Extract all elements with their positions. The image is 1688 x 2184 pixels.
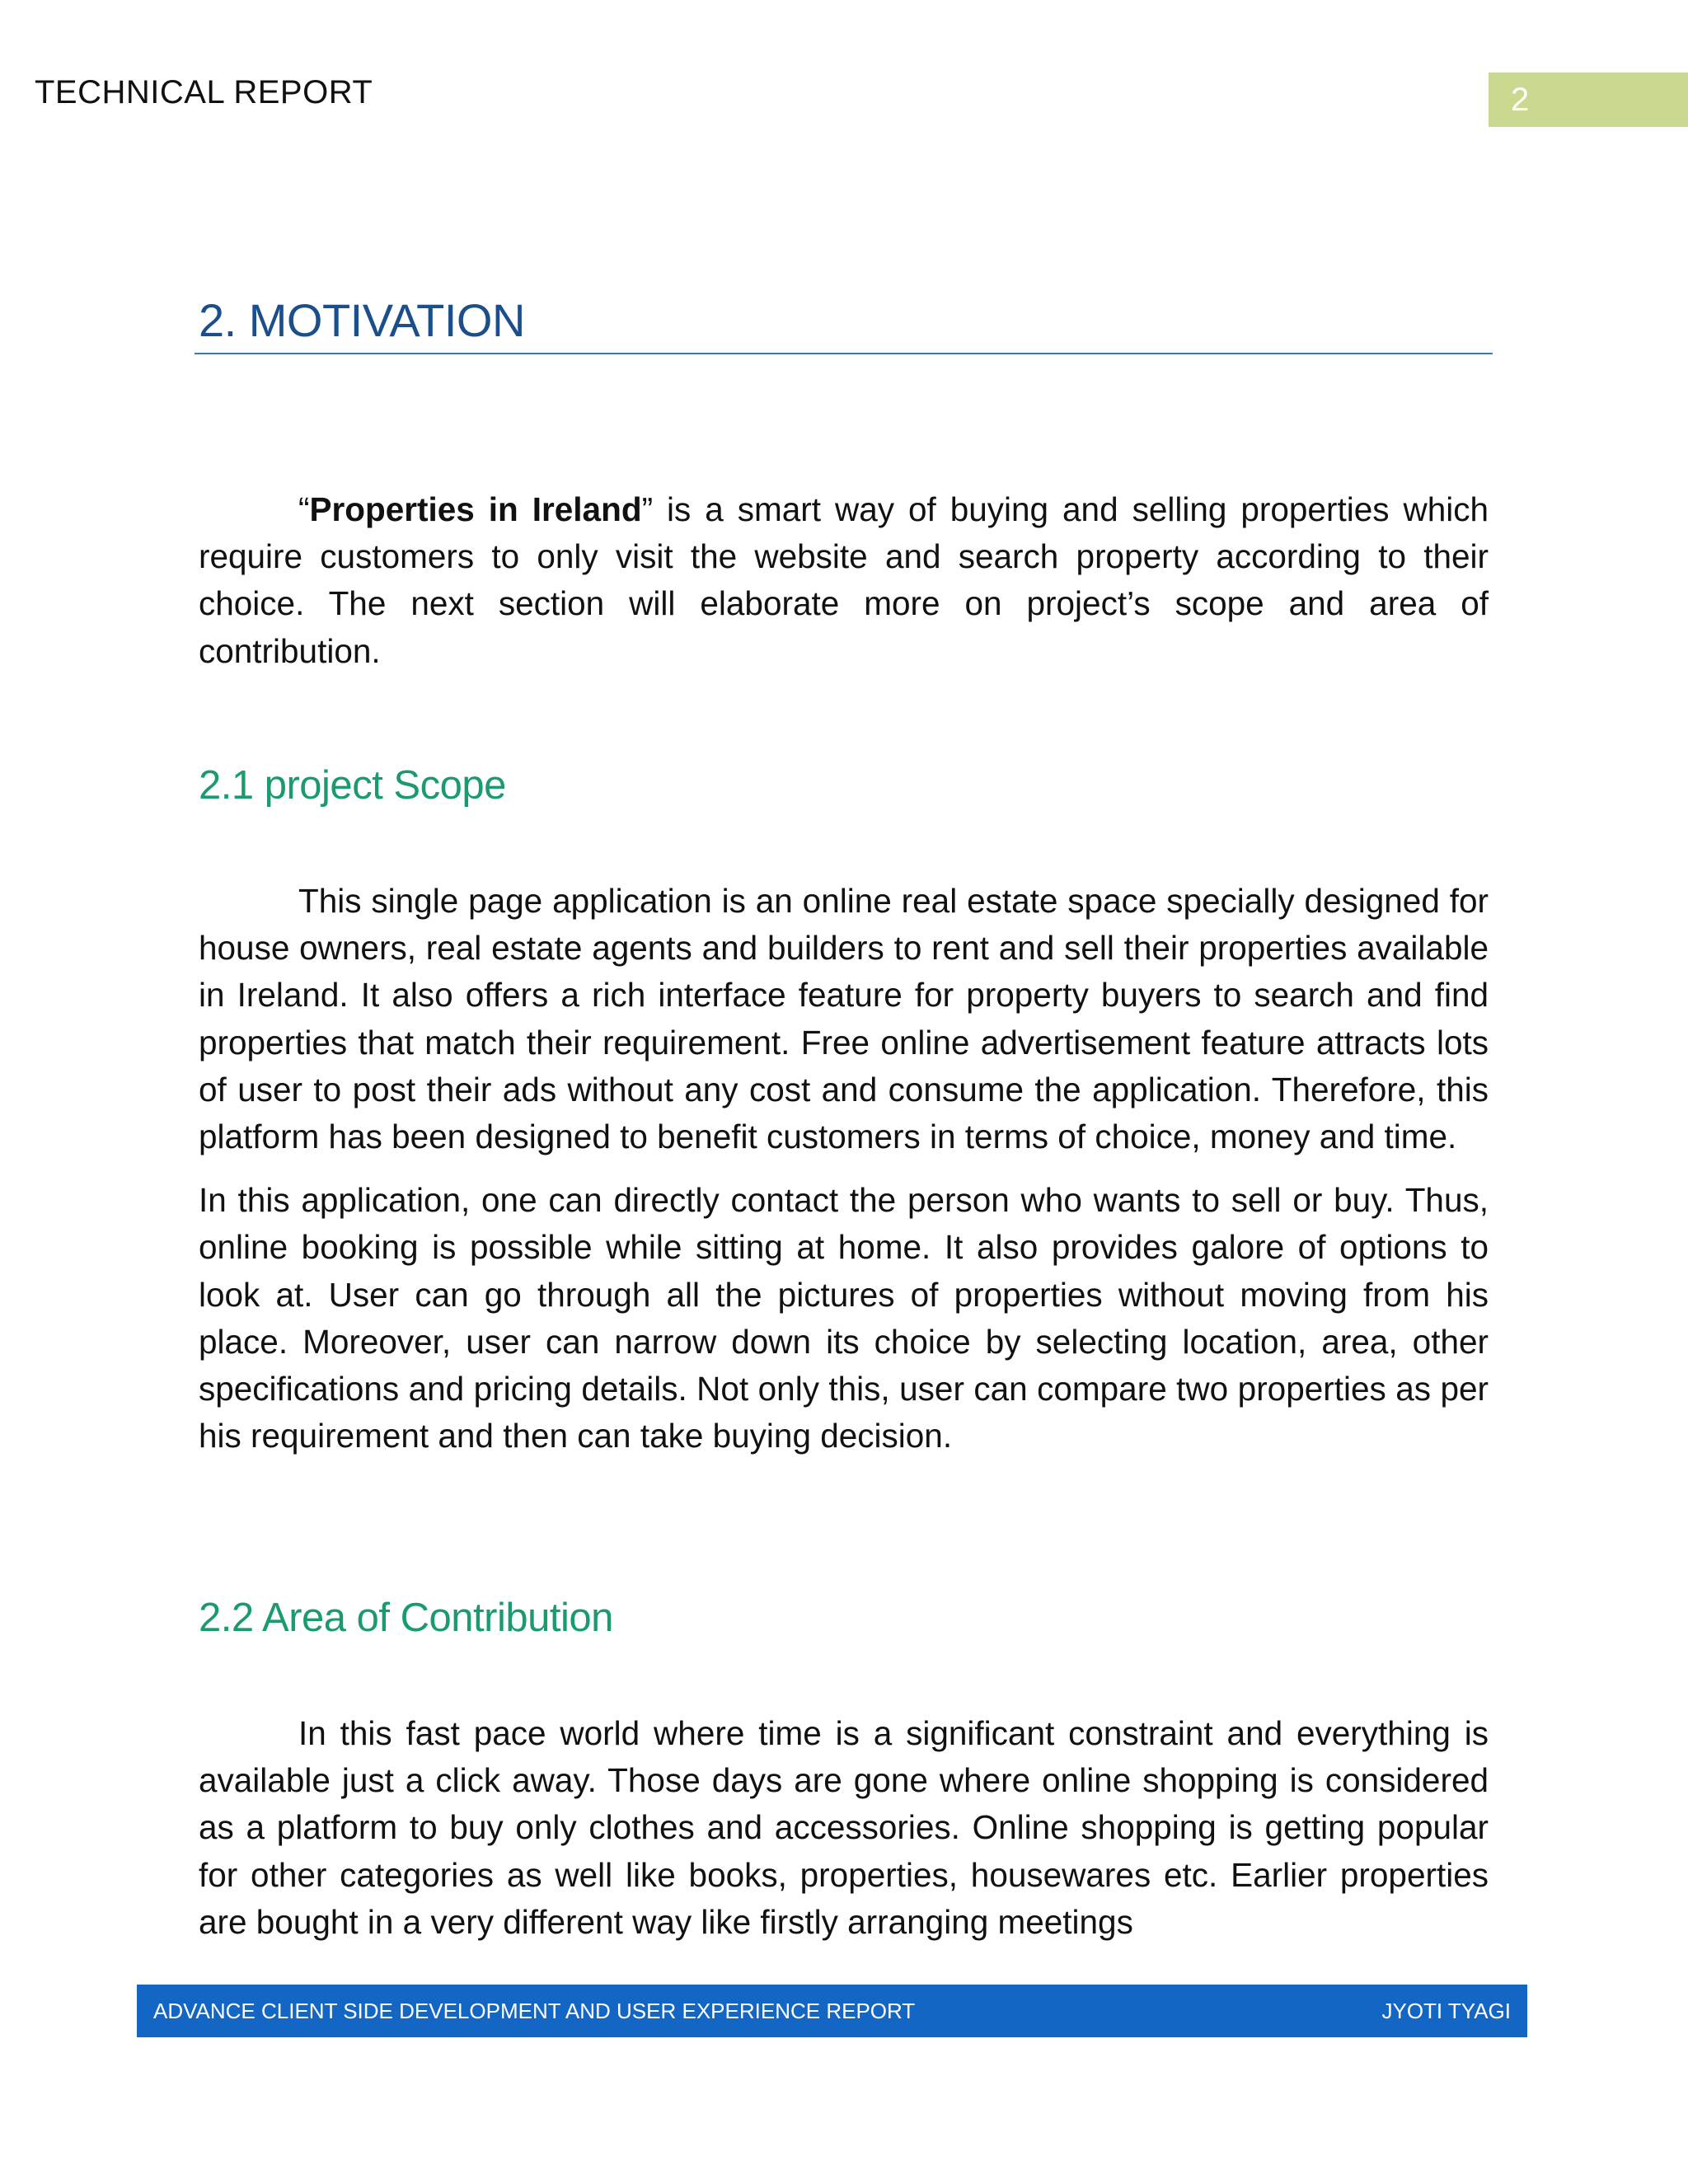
footer-author: JYOTI TYAGI bbox=[1381, 1998, 1511, 2023]
section-heading-scope: 2.1 project Scope bbox=[199, 763, 506, 808]
running-header-title: TECHNICAL REPORT bbox=[35, 74, 373, 110]
chapter-heading-rule bbox=[195, 353, 1493, 354]
intro-paragraph-block bbox=[199, 486, 1489, 675]
contribution-paragraph-block bbox=[199, 1710, 1489, 1946]
chapter-heading: 2. MOTIVATION bbox=[199, 294, 525, 346]
scope-paragraph-1: This single page application is an online real estate space specially designed for house owners, real estate agents and builders to rent and sell their properties available in Ireland. It also offers a rich interface feature for property buyers to search and find properties that match their requirement. Free online advertisement feature attracts lots of user to post their ads without any cost and consume the application. Therefore, this platform has been designed to benefit customers in terms of choice, money and time. bbox=[199, 882, 1489, 1156]
contribution-paragraph-1: In this fast pace world where time is a significant constraint and everything is available just a click away. Those days are gone where online shopping is considered as a platform to buy only clothes and accessories. Online shopping is getting popular for other categories as well like books, properties, housewares etc. Earlier properties are bought in a very different way like firstly arranging meetings bbox=[199, 1714, 1489, 1941]
scope-paragraph-2: In this application, one can directly contact the person who wants to sell or buy. Thus, online booking is possible while sitting at home. It also provides galore of options to look at. User can go through all the pictures of properties without moving from his place. Moreover, user can narrow down its choice by selecting location, area, other specifications and pricing details. Not only this, user can compare two properties as per his requirement and then can take buying decision. bbox=[199, 1181, 1489, 1455]
section-heading-contribution: 2.2 Area of Contribution bbox=[199, 1596, 613, 1640]
intro-open-quote: “ bbox=[298, 490, 310, 528]
footer-report-title: ADVANCE CLIENT SIDE DEVELOPMENT AND USER EXPERIENCE REPORT bbox=[153, 1998, 916, 2023]
page-number-badge bbox=[1489, 73, 1688, 127]
footer-bar bbox=[137, 1985, 1527, 2037]
project-name: Properties in Ireland bbox=[309, 490, 642, 528]
scope-paragraph-block bbox=[199, 878, 1489, 1460]
intro-text: ” is a smart way of buying and selling properties which require customers to only visit the website and search property according to their choice. The next section will elaborate more on project’s scope and area of contribution. bbox=[199, 490, 1489, 670]
intro-paragraph bbox=[199, 486, 1489, 675]
page-number: 2 bbox=[1511, 82, 1530, 118]
